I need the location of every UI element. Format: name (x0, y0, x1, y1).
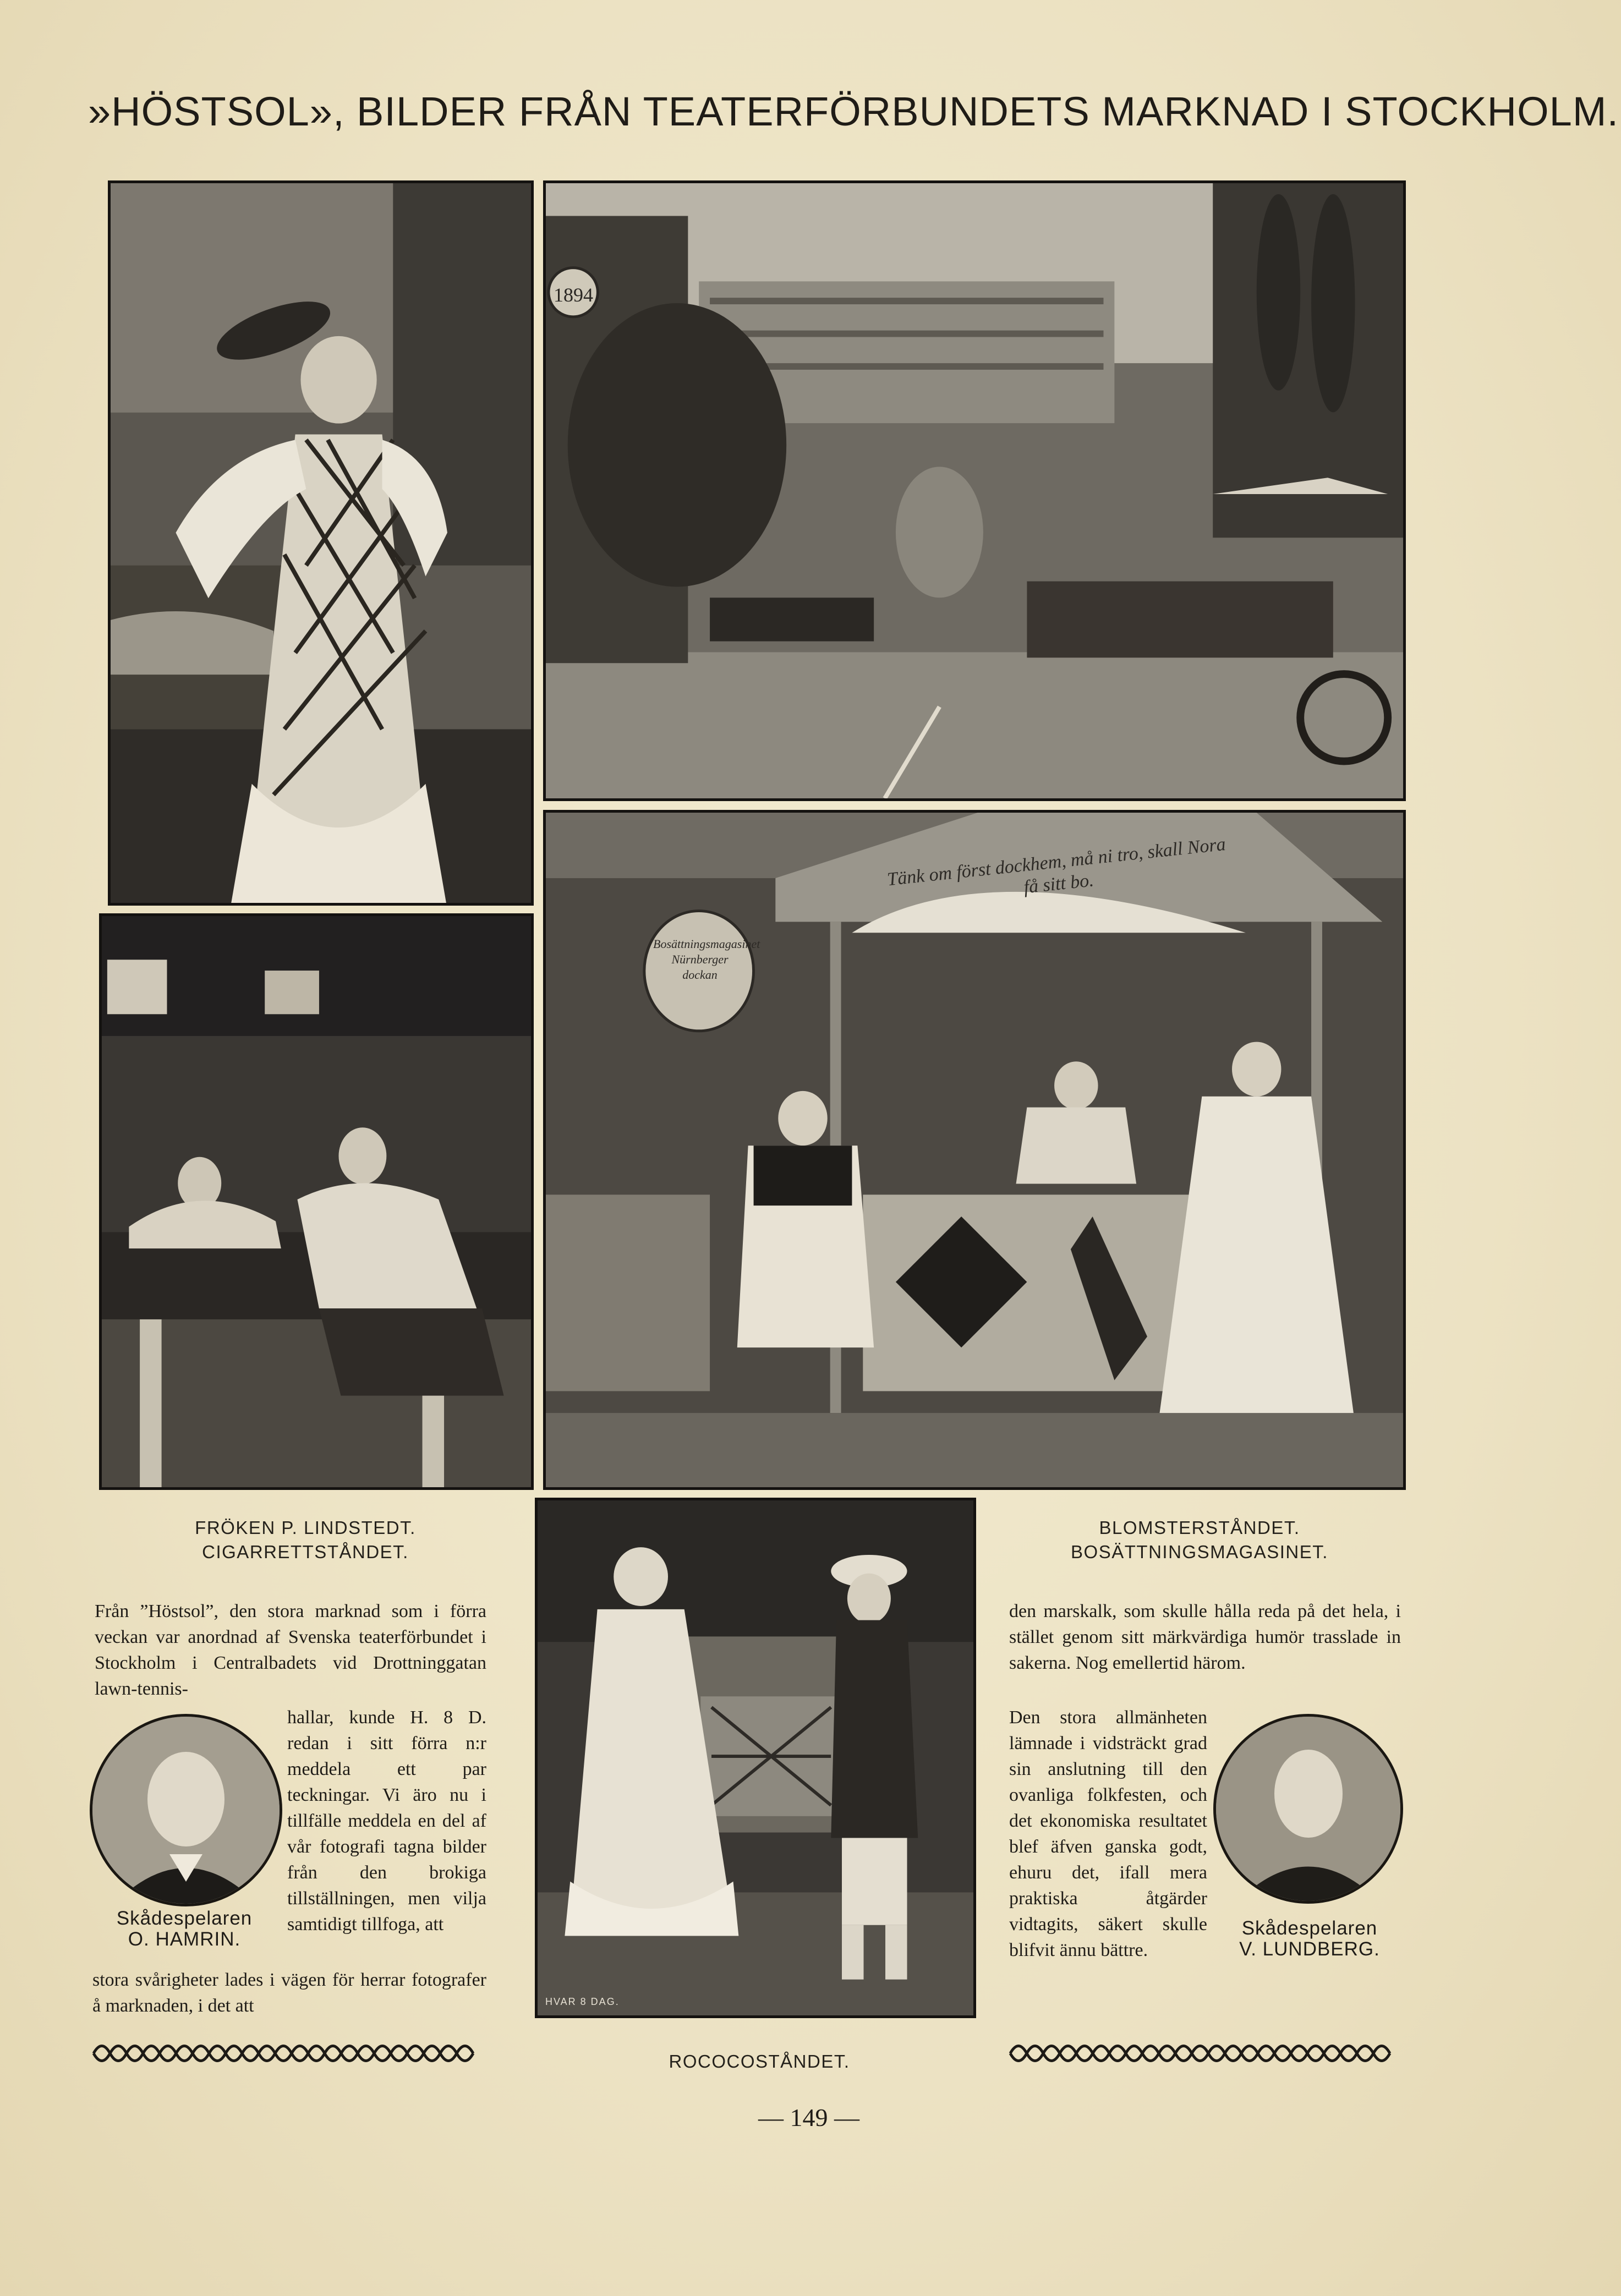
portrait-hamrin-name: O. HAMRIN. (128, 1928, 241, 1950)
photo-blomsterstandet (543, 180, 1406, 801)
portrait-lundberg-role: Skådespelaren (1241, 1917, 1378, 1939)
photo-bosattningsmagasinet (543, 810, 1406, 1490)
article-left-intro: Från ”Höstsol”, den stora marknad som i förra veckan var anordnad af Svenska teaterförbundet i Stockholm i Centralbadets vid Drottninggatan lawn-tennis- (95, 1601, 486, 1699)
year-medallion-text: 1894 (554, 284, 593, 306)
ornament-right (1005, 2036, 1401, 2071)
portrait-hamrin-role: Skådespelaren (116, 1908, 253, 1929)
article-left-outro: stora svårigheter lades i vägen för herrar fotografer å marknaden, i det att (92, 1970, 486, 2016)
caption-left (99, 1516, 512, 1564)
portrait-caption-hamrin (85, 1908, 283, 1950)
article-left-narrow: hallar, kunde H. 8 D. redan i sitt förra n:r meddela ett par teckningar. Vi äro nu i tillfälle meddela en del af vår fotografi tagna bilder från den brokiga tillställningen, men vilja samtidigt tillfoga, att (287, 1707, 486, 1935)
oval-sign-text: Bosättningsmagasinet Nürnberger dockan (653, 937, 760, 982)
caption-left-line1: FRÖKEN P. LINDSTEDT. (195, 1517, 416, 1538)
caption-center: ROCOCOSTÅNDET. (669, 2051, 850, 2072)
photo-lindstedt (108, 180, 534, 906)
photo-cigarrettstandet (99, 913, 534, 1490)
article-right-intro: den marskalk, som skulle hålla reda på det hela, i stället genom sitt märkvärdiga humör trasslade in sakerna. Nog emellertid härom. (1009, 1601, 1401, 1673)
page-number: — 149 — (758, 2103, 859, 2131)
article-right-narrow: Den stora allmänheten lämnade i vidsträckt grad sin anslutning till den ovanliga folkfesten, och det ekonomiska resultatet blef äfven ganska godt, ehuru det, ifall mera praktiska åtgärder vidtagits, säkert skulle blifvit ännu bättre. (1009, 1707, 1207, 1960)
caption-left-line2: CIGARRETTSTÅNDET. (202, 1542, 409, 1562)
ornament-left (88, 2036, 484, 2071)
portrait-lundberg-name: V. LUNDBERG. (1239, 1938, 1380, 1960)
portrait-hamrin (90, 1714, 282, 1906)
photo-rococostandet (535, 1498, 976, 2018)
caption-right (993, 1516, 1406, 1564)
portrait-lundberg (1213, 1714, 1403, 1904)
caption-right-line2: BOSÄTTNINGSMAGASINET. (1071, 1542, 1328, 1562)
portrait-caption-lundberg (1211, 1918, 1409, 1960)
page-headline: »HÖSTSOL», BILDER FRÅN TEATERFÖRBUNDETS MARKNAD I STOCKHOLM. (88, 89, 1619, 134)
photo-credit: HVAR 8 DAG. (545, 1996, 620, 2007)
caption-right-line1: BLOMSTERSTÅNDET. (1099, 1517, 1300, 1538)
booth-sign-text: Tänk om först dockhem, må ni tro, skall Nora få sitt bo. (886, 834, 1227, 898)
